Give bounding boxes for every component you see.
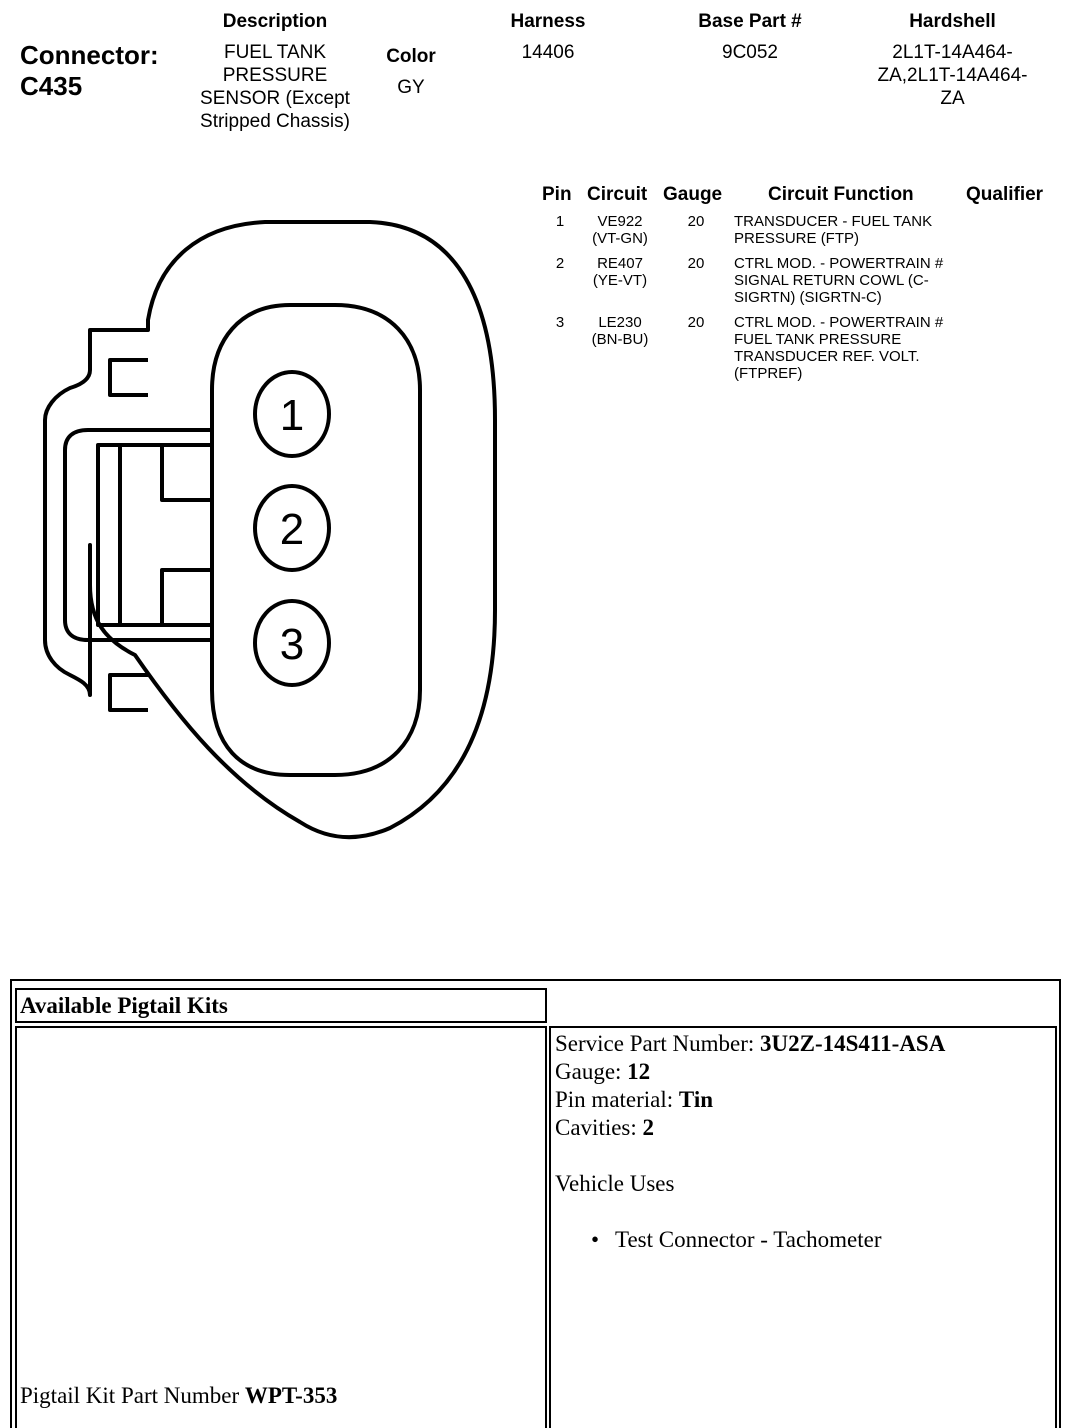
description-value <box>180 41 370 133</box>
circuit-col-header: Circuit <box>587 184 648 205</box>
function-col-header: Circuit Function <box>768 184 914 205</box>
latch-outline <box>65 430 212 640</box>
kit-part-value: WPT-353 <box>244 1383 338 1408</box>
table-row-pin: 3 <box>555 314 565 331</box>
hardshell-header: Hardshell <box>909 11 996 32</box>
pin-material-label: Pin material: <box>555 1087 679 1112</box>
function-line: SIGRTN) (SIGRTN-C) <box>734 289 882 306</box>
circuit-color: (YE-VT) <box>592 272 648 289</box>
pin-label-3: 3 <box>279 620 305 669</box>
gauge-row <box>555 1058 1050 1086</box>
description-line: Stripped Chassis) <box>200 111 350 132</box>
vehicle-use-text: Test Connector - Tachometer <box>615 1227 882 1252</box>
pigtail-details <box>555 1030 1050 1254</box>
base-part-header: Base Part # <box>698 11 802 32</box>
table-row-pin: 1 <box>555 213 565 230</box>
description-line: PRESSURE <box>222 65 328 86</box>
table-row-circuit <box>580 255 660 289</box>
table-row-function <box>734 255 964 306</box>
pigtail-title-cell <box>15 988 547 1023</box>
function-line: TRANSDUCER - FUEL TANK <box>734 213 933 230</box>
pin-col-header: Pin <box>542 184 572 205</box>
table-row-circuit <box>580 213 660 247</box>
circuit-code: VE922 <box>597 213 643 230</box>
pin-material-value: Tin <box>678 1087 714 1112</box>
hardshell-line: ZA <box>940 88 965 109</box>
housing-outline <box>45 222 495 837</box>
latch-prong <box>162 445 212 500</box>
function-line: TRANSDUCER REF. VOLT. <box>734 348 920 365</box>
bullet-icon: • <box>591 1227 600 1252</box>
vehicle-uses-label: Vehicle Uses <box>555 1171 675 1196</box>
harness-value: 14406 <box>521 42 575 63</box>
color-value: GY <box>397 77 425 98</box>
circuit-code: RE407 <box>597 255 643 272</box>
table-row-gauge: 20 <box>687 255 705 272</box>
pin-label-2: 2 <box>279 505 305 554</box>
table-row-function <box>734 314 964 382</box>
connector-id: C435 <box>20 71 83 101</box>
function-line: CTRL MOD. - POWERTRAIN # <box>734 255 944 272</box>
circuit-color: (BN-BU) <box>591 331 649 348</box>
table-row-gauge: 20 <box>687 213 705 230</box>
connector-face-diagram <box>0 180 520 860</box>
description-line: SENSOR (Except <box>200 88 350 109</box>
function-line: FUEL TANK PRESSURE <box>734 331 902 348</box>
pigtail-kit-cell <box>15 1026 547 1428</box>
table-row-circuit <box>580 314 660 348</box>
function-line: CTRL MOD. - POWERTRAIN # <box>734 314 944 331</box>
service-part-label: Service Part Number: <box>555 1031 761 1056</box>
table-row-function <box>734 213 964 247</box>
circuit-color: (VT-GN) <box>592 230 648 247</box>
hardshell-line: 2L1T-14A464- <box>892 42 1013 63</box>
gauge-value: 12 <box>627 1059 651 1084</box>
cavity-outline <box>212 305 420 775</box>
kit-part-label: Pigtail Kit Part Number <box>20 1383 245 1408</box>
color-header: Color <box>386 46 436 67</box>
connector-label <box>20 40 159 102</box>
function-line: PRESSURE (FTP) <box>734 230 860 247</box>
base-part-value: 9C052 <box>722 42 778 63</box>
table-row-gauge: 20 <box>687 314 705 331</box>
pin-label-1: 1 <box>279 391 305 440</box>
description-header: Description <box>222 11 328 32</box>
connector-label-text: Connector: <box>20 40 159 70</box>
table-row-pin: 2 <box>555 255 565 272</box>
hardshell-line: ZA,2L1T-14A464- <box>877 65 1028 86</box>
latch-slot <box>98 445 212 625</box>
gauge-col-header: Gauge <box>663 184 723 205</box>
pigtail-title: Available Pigtail Kits <box>20 993 228 1018</box>
function-line: SIGNAL RETURN COWL (C- <box>734 272 929 289</box>
description-line: FUEL TANK <box>223 42 327 63</box>
harness-header: Harness <box>510 11 586 32</box>
service-part-row <box>555 1030 1050 1058</box>
function-line: (FTPREF) <box>734 365 803 382</box>
pin-material-row <box>555 1086 1050 1114</box>
vehicle-use-item <box>555 1226 1050 1254</box>
hardshell-value <box>855 41 1050 110</box>
pigtail-details-cell <box>549 1026 1057 1428</box>
qualifier-col-header: Qualifier <box>966 184 1044 205</box>
cavities-label: Cavities: <box>555 1115 643 1140</box>
pigtail-kit-part <box>20 1382 337 1410</box>
service-part-value: 3U2Z-14S411-ASA <box>760 1031 946 1056</box>
cavities-row <box>555 1114 1050 1142</box>
circuit-code: LE230 <box>598 314 642 331</box>
gauge-label: Gauge: <box>555 1059 628 1084</box>
cavities-value: 2 <box>642 1115 655 1140</box>
